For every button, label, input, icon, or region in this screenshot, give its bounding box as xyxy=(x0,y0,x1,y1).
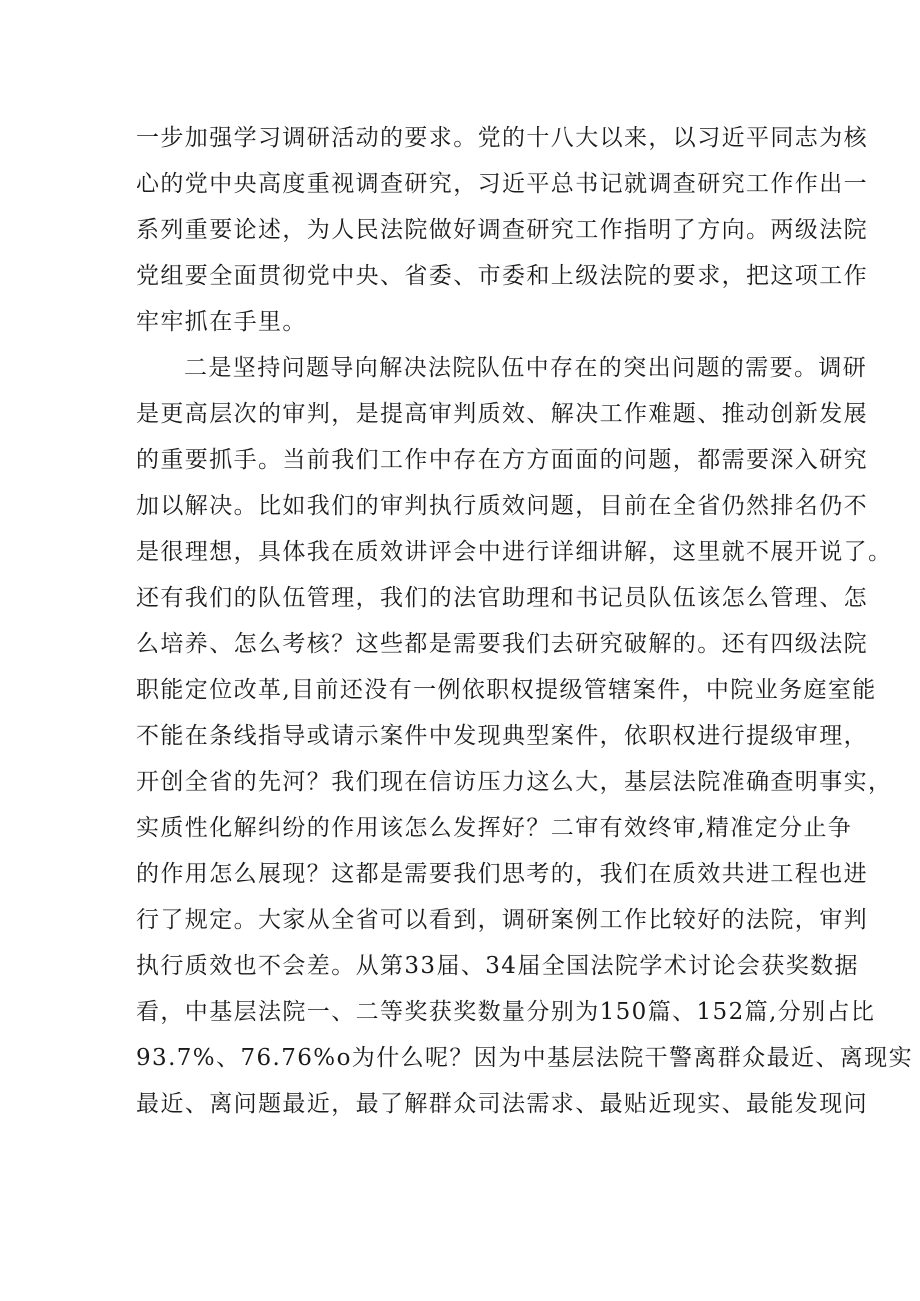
text-line: 行了规定。大家从全省可以看到，调研案例工作比较好的法院，审判 xyxy=(136,907,868,933)
text-line: 一步加强学习调研活动的要求。党的十八大以来，以习近平同志为核 xyxy=(136,125,868,151)
text-line: 开创全省的先河？我们现在信访压力这么大，基层法院准确查明事实， xyxy=(136,769,893,795)
text-line: 的重要抓手。当前我们工作中存在方方面面的问题，都需要深入研究 xyxy=(136,447,868,473)
text-line: 实质性化解纠纷的作用该怎么发挥好？二审有效终审,精准定分止争 xyxy=(136,815,853,841)
text-line: 最近、离问题最近，最了解群众司法需求、最贴近现实、最能发现问 xyxy=(136,1091,868,1117)
text-line: 系列重要论述，为人民法院做好调查研究工作指明了方向。两级法院 xyxy=(136,217,868,243)
text-line: 么培养、怎么考核？这些都是需要我们去研究破解的。还有四级法院 xyxy=(136,631,868,657)
text-line: 心的党中央高度重视调查研究，习近平总书记就调查研究工作作出一 xyxy=(136,171,868,197)
text-line: 不能在条线指导或请示案件中发现典型案件，依职权进行提级审理， xyxy=(136,723,868,749)
text-line: 党组要全面贯彻党中央、省委、市委和上级法院的要求，把这项工作 xyxy=(136,263,868,289)
text-line: 还有我们的队伍管理，我们的法官助理和书记员队伍该怎么管理、怎 xyxy=(136,585,868,611)
text-line: 93.7%、76.76%o为什么呢？因为中基层法院干警离群众最近、离现实 xyxy=(136,1045,914,1071)
text-line: 加以解决。比如我们的审判执行质效问题，目前在全省仍然排名仍不 xyxy=(136,493,868,519)
text-line: 执行质效也不会差。从第33届、34届全国法院学术讨论会获奖数据 xyxy=(136,953,859,979)
text-line: 牢牢抓在手里。 xyxy=(136,309,307,335)
text-line: 看，中基层法院一、二等奖获奖数量分别为150篇、152篇,分别占比 xyxy=(136,999,876,1025)
text-line: 是更高层次的审判，是提高审判质效、解决工作难题、推动创新发展 xyxy=(136,401,868,427)
text-line: 职能定位改革,目前还没有一例依职权提级管辖案件，中院业务庭室能 xyxy=(136,677,877,703)
text-line: 是很理想，具体我在质效讲评会中进行详细讲解，这里就不展开说了。 xyxy=(136,539,893,565)
text-line: 二是坚持问题导向解决法院队伍中存在的突出问题的需要。调研 xyxy=(184,355,868,381)
text-line: 的作用怎么展现？这都是需要我们思考的，我们在质效共进工程也进 xyxy=(136,861,868,887)
